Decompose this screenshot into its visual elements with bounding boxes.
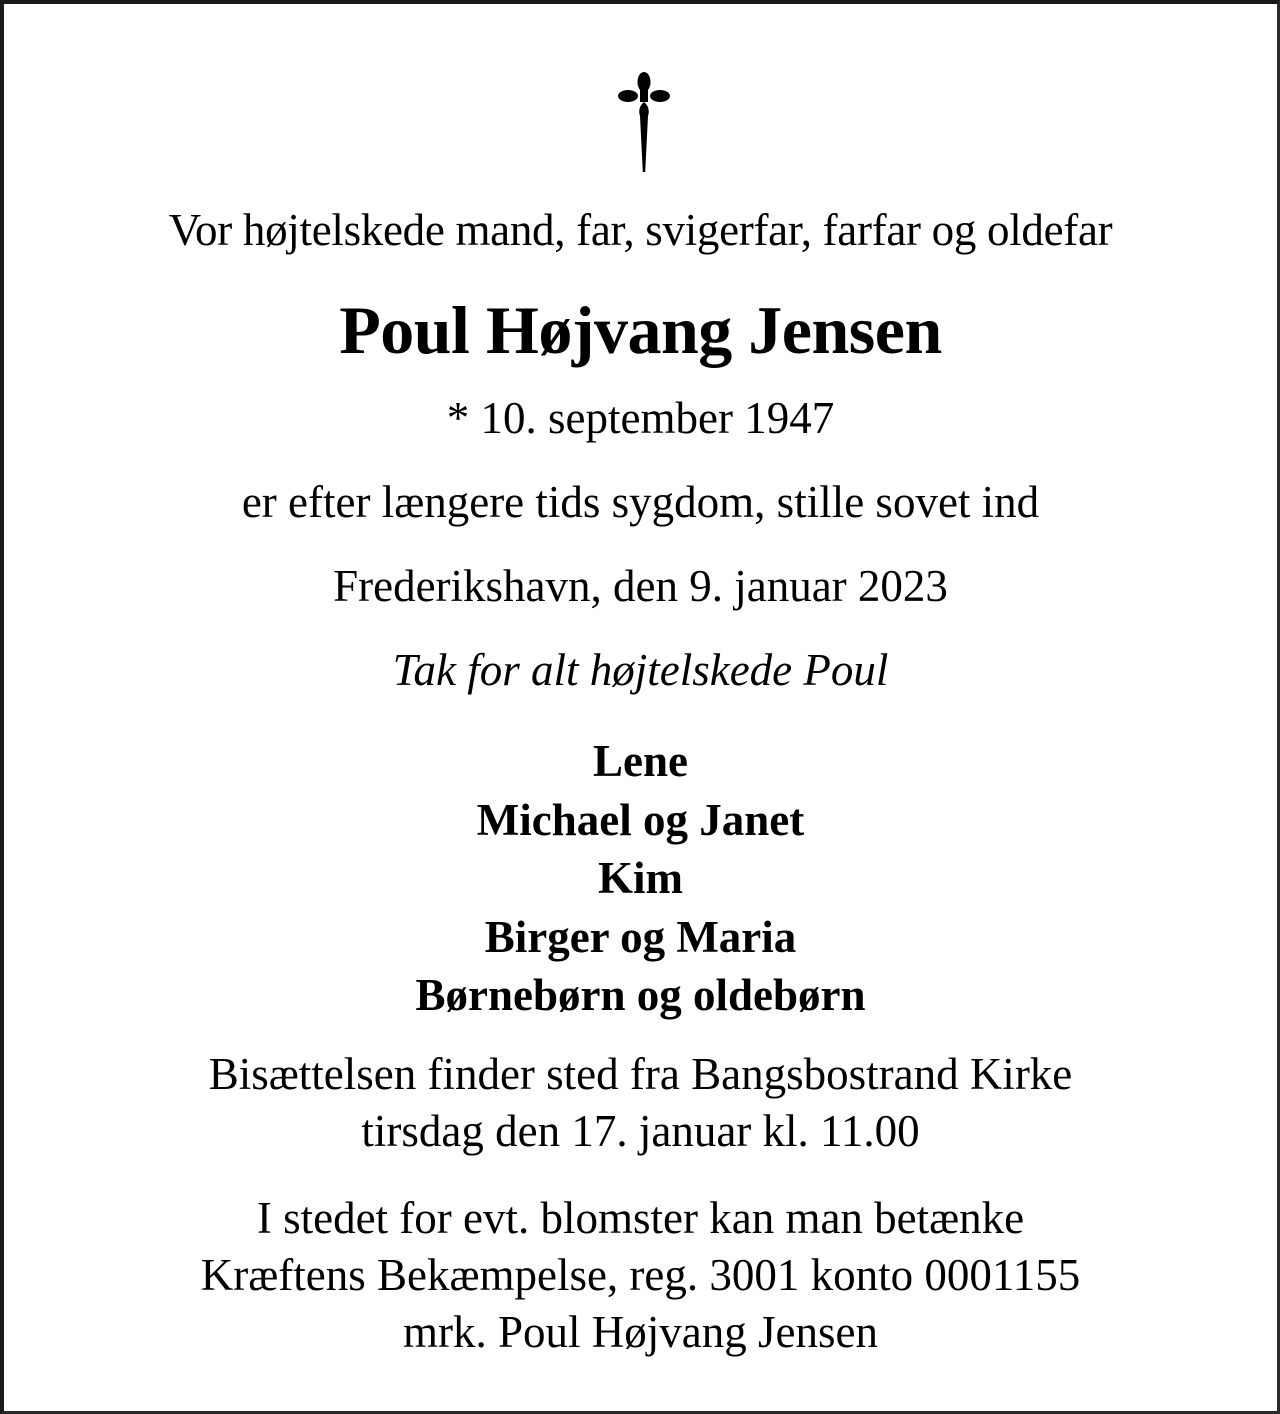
place-and-date: Frederikshavn, den 9. januar 2023 [333,561,948,611]
family-member: Birger og Maria [484,911,797,962]
funeral-info [4,1046,1277,1160]
cross-icon [618,68,670,174]
donation-line: mrk. Poul Højvang Jensen [403,1307,878,1357]
family-member: Lene [593,736,688,786]
donation-line: Kræftens Bekæmpelse, reg. 3001 konto 0001155 [200,1250,1081,1300]
passing-text: er efter længere tids sygdom, stille sovet ind [241,477,1040,527]
family-list [4,732,1277,1025]
deceased-name: Poul Højvang Jensen [339,292,942,368]
donation-info [4,1190,1277,1361]
funeral-line: tirsdag den 17. januar kl. 11.00 [361,1106,920,1156]
intro-text: Vor højtelskede mand, far, svigerfar, farfar og oldefar [168,205,1113,255]
family-member: Kim [598,853,683,903]
donation-line: I stedet for evt. blomster kan man betænke [256,1193,1025,1243]
funeral-line: Bisættelsen finder sted fra Bangsbostrand Kirke [208,1049,1073,1099]
family-member: Michael og Janet [476,794,805,845]
family-member: Børnebørn og oldebørn [415,970,866,1020]
thanks-text: Tak for alt højtelskede Poul [392,645,889,695]
birth-date: * 10. september 1947 [446,393,835,443]
